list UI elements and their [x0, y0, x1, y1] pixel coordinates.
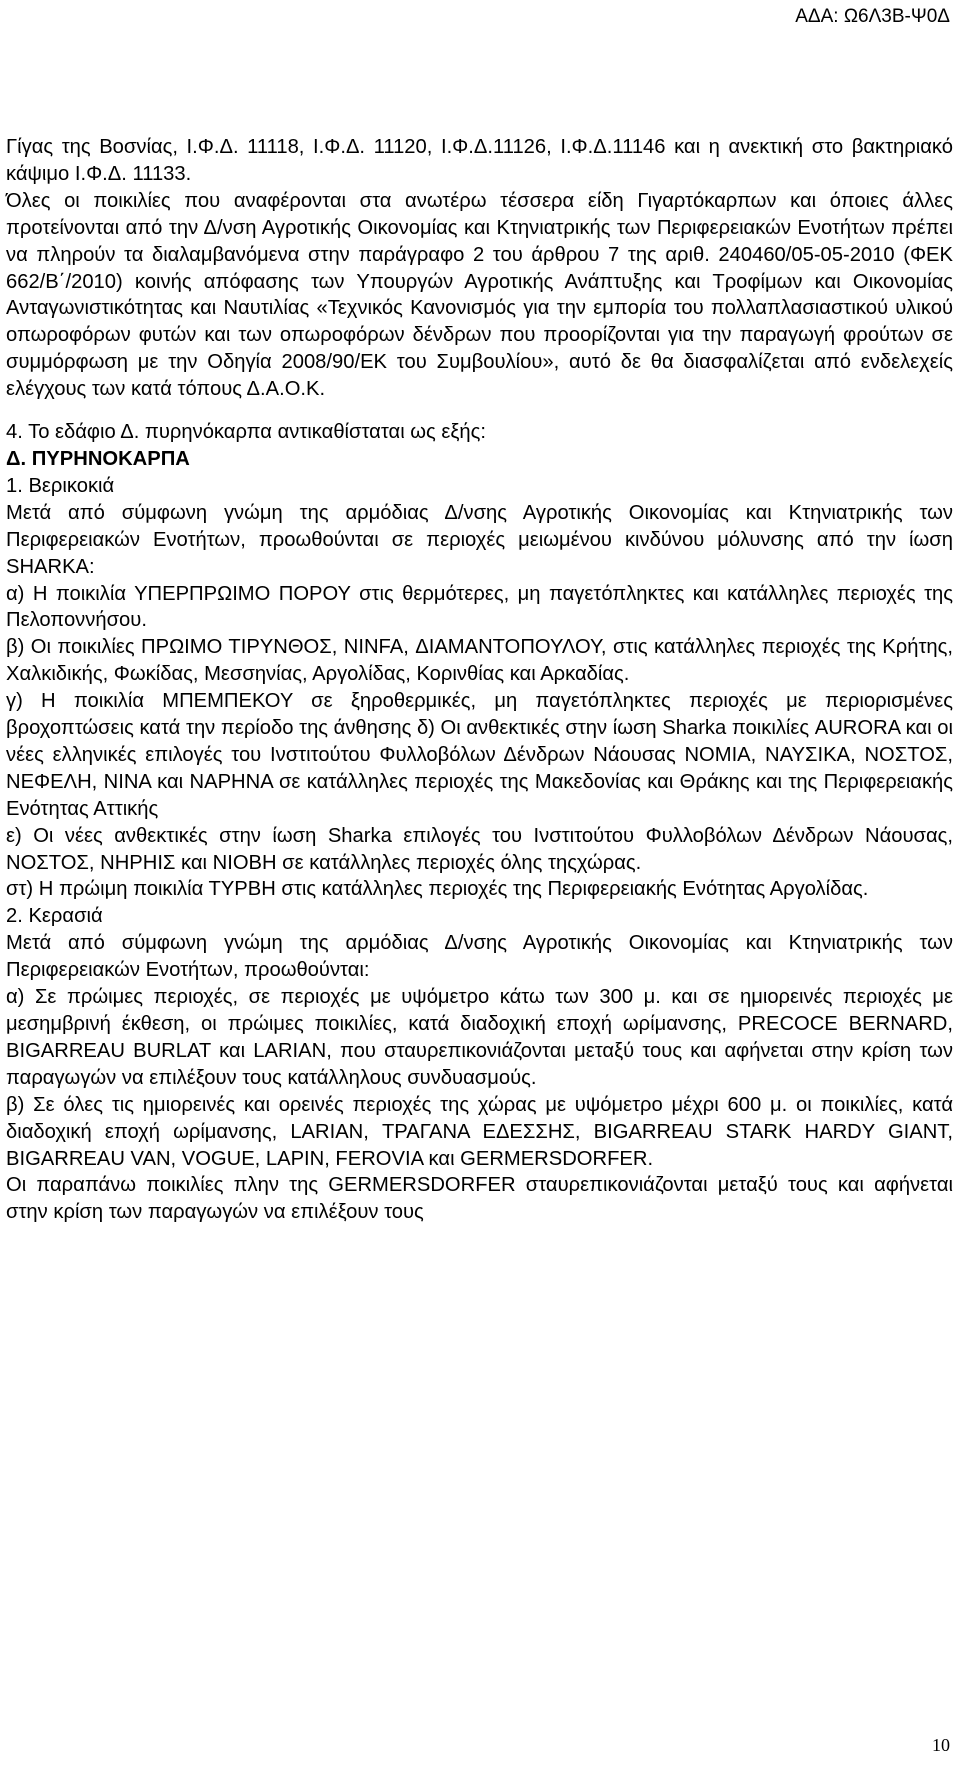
- paragraph-apricot-e: ε) Οι νέες ανθεκτικές στην ίωση Sharka επιλογές του Ινστιτούτου Φυλλοβόλων Δένδρων Νάουσας, ΝΟΣΤΟΣ, ΝΗΡΗΙΣ και ΝΙΟΒΗ σε κατάλληλες περιοχές όλης τηςχώρας.: [6, 824, 953, 874]
- subsection-title-cherry: 2. Κερασιά: [6, 905, 103, 928]
- paragraph-varieties-list: Γίγας της Βοσνίας, Ι.Φ.Δ. 11118, Ι.Φ.Δ. 11120, Ι.Φ.Δ.11126, Ι.Φ.Δ.11146 και η ανεκτική στο βακτηριακό κάψιμο Ι.Φ.Δ. 11133.: [6, 136, 953, 185]
- paragraph-apricot-b: β) Οι ποικιλίες ΠΡΩΙΜΟ ΤΙΡΥΝΘΟΣ, NINFA, ΔΙΑΜΑΝΤΟΠΟΥΛΟΥ, στις κατάλληλες περιοχές της Κρήτης, Χαλκιδικής, Φωκίδας, Μεσσηνίας, Αργολίδας, Κορινθίας και Αρκαδίας.: [6, 636, 953, 686]
- paragraph-cherry-a: α) Σε πρώιμες περιοχές, σε περιοχές με υψόμετρο κάτω των 300 μ. και σε ημιορεινές περιοχές με μεσημβρινή έκθεση, οι πρώιμες ποικιλίες, κατά διαδοχική εποχή ωρίμανσης, PRECOCE BERNARD, BIGARREAU BURLAT και LARIAN, που σταυρεπικονιάζονται μεταξύ τους και αφήνεται στην κρίση των παραγωγών να επιλέξουν τους κατάλληλους συνδυασμούς.: [6, 986, 953, 1089]
- paragraph-requirements: Όλες οι ποικιλίες που αναφέρονται στα ανωτέρω τέσσερα είδη Γιγαρτόκαρπων και όποιες άλλες προτείνονται από την Δ/νση Αγροτικής Οικονομίας και Κτηνιατρικής των Περιφερειακών Ενοτήτων πρέπει να πληρούν τα διαλαμβανόμενα στην παράγραφο 2 του άρθρου 7 της αριθ. 240460/05-05-2010 (ΦΕΚ 662/Β΄/2010) κοινής απόφασης των Υπουργών Αγροτικής Ανάπτυξης και Τροφίμων και Οικονομίας Ανταγωνιστικότητας και Ναυτιλίας «Τεχνικός Κανονισμός για την εμπορία του πολλαπλασιαστικού υλικού οπωροφόρων φυτών και των οπωροφόρων δένδρων που προορίζονται για την παραγωγή φρούτων σε συμμόρφωση με την Οδηγία 2008/90/ΕΚ του Συμβουλίου», αυτό δε θα διασφαλίζεται από ενδελεχείς ελέγχους των κατά τόπους Δ.Α.Ο.Κ.: [6, 189, 953, 401]
- section-heading: Δ. ΠΥΡΗΝΟΚΑΡΠΑ: [6, 447, 190, 470]
- subsection-title-apricot: 1. Βερικοκιά: [6, 474, 115, 497]
- document-body: [6, 134, 953, 1226]
- paragraph-cherry-intro: Μετά από σύμφωνη γνώμη της αρμόδιας Δ/νσης Αγροτικής Οικονομίας και Κτηνιατρικής των Περιφερειακών Ενοτήτων, προωθούνται:: [6, 932, 953, 982]
- paragraph-apricot-c-d: γ) Η ποικιλία ΜΠΕΜΠΕΚΟΥ σε ξηροθερμικές, μη παγετόπληκτες περιοχές με περιορισμένες βροχοπτώσεις κατά την περίοδο της άνθησης δ) Οι ανθεκτικές στην ίωση Sharka ποικιλίες AURORA και οι νέες ελληνικές επιλογές του Ινστιτούτου Φυλλοβόλων Δένδρων Νάουσας ΝΟΜΙΑ, ΝΑΥΣΙΚΑ, ΝΟΣΤΟΣ, ΝΕΦΕΛΗ, ΝΙΝΑ και ΝΑΡΗΝΑ σε κατάλληλες περιοχές της Μακεδονίας και Θράκης και της Περιφερειακής Ενότητας Αττικής: [6, 690, 953, 820]
- paragraph-apricot-f: στ) Η πρώιμη ποικιλία ΤΥΡΒΗ στις κατάλληλες περιοχές της Περιφερειακής Ενότητας Αργολίδας.: [6, 878, 869, 901]
- page-number: 10: [932, 1735, 950, 1755]
- paragraph-apricot-intro: Μετά από σύμφωνη γνώμη της αρμόδιας Δ/νσης Αγροτικής Οικονομίας και Κτηνιατρικής των Περιφερειακών Ενοτήτων, προωθούνται σε περιοχές μειωμένου κινδύνου μόλυνσης από την ίωση SHARKA:: [6, 501, 953, 578]
- paragraph-apricot-a: α) Η ποικιλία ΥΠΕΡΠΡΩΙΜΟ ΠΟΡΟΥ στις θερμότερες, μη παγετόπληκτες και κατάλληλες περιοχές της Πελοποννήσου.: [6, 582, 953, 632]
- paragraph-cherry-note: Οι παραπάνω ποικιλίες πλην της GERMERSDORFER σταυρεπικονιάζονται μεταξύ τους και αφήνεται στην κρίση των παραγωγών να επιλέξουν τους: [6, 1174, 953, 1224]
- paragraph-amendment-intro: 4. Το εδάφιο Δ. πυρηνόκαρπα αντικαθίσταται ως εξής:: [6, 421, 487, 444]
- paragraph-cherry-b: β) Σε όλες τις ημιορεινές και ορεινές περιοχές της χώρας με υψόμετρο μέχρι 600 μ. οι ποικιλίες, κατά διαδοχική εποχή ωρίμανσης, LARIAN, ΤΡΑΓΑΝΑ ΕΔΕΣΣΗΣ, BIGARREAU STARK HARDY GIANT, BIGARREAU VAN, VOGUE, LAPIN, FEROVIA και GERMERSDORFER.: [6, 1093, 953, 1170]
- paragraph-gap: [6, 403, 953, 419]
- ada-code: ΑΔΑ: Ω6Λ3Β-Ψ0Δ: [795, 6, 950, 27]
